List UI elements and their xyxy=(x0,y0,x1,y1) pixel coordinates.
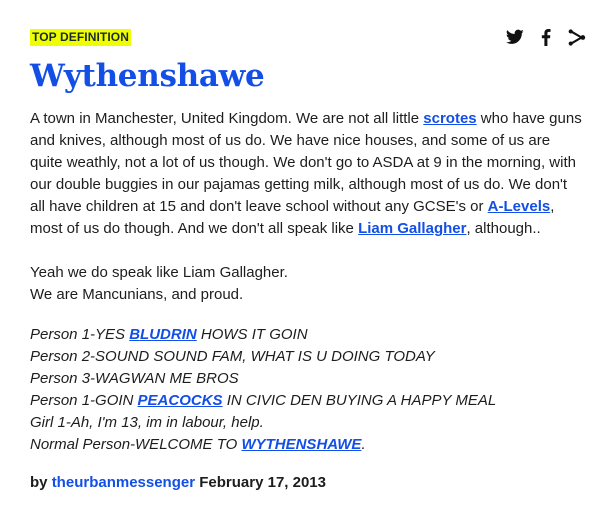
example-line xyxy=(30,412,590,434)
text-segment: A town in Manchester, United Kingdom. We are not all little xyxy=(30,110,424,127)
byline-prefix: by xyxy=(30,474,48,491)
word-title[interactable]: Wythenshawe xyxy=(30,58,265,94)
byline xyxy=(30,473,590,493)
term-link[interactable]: Liam Gallagher xyxy=(358,220,467,237)
text-segment: , although.. xyxy=(466,220,541,237)
text-segment: HOWS IT GOIN xyxy=(196,326,308,343)
example-line xyxy=(30,324,590,346)
author-link[interactable]: theurbanmessenger xyxy=(51,474,196,491)
term-link[interactable]: BLUDRIN xyxy=(129,326,197,343)
post-date: February 17, 2013 xyxy=(199,474,326,491)
meaning-line: We are Mancunians, and proud. xyxy=(30,286,244,303)
meaning-line: Yeah we do speak like Liam Gallagher. xyxy=(30,264,288,281)
example-line xyxy=(30,368,590,390)
definition-example xyxy=(30,324,590,456)
example-line xyxy=(30,434,590,456)
top-definition-badge: TOP DEFINITION xyxy=(32,30,129,44)
text-segment: Person 1-GOIN xyxy=(30,392,138,409)
text-segment: IN CIVIC DEN BUYING A HAPPY MEAL xyxy=(222,392,497,409)
text-segment: , most of us do though. And we don't all speak like xyxy=(30,198,555,237)
term-link[interactable]: A-Levels xyxy=(487,198,551,215)
definition-meaning xyxy=(30,108,586,306)
meaning-paragraph xyxy=(30,262,586,306)
meaning-paragraph xyxy=(30,108,586,240)
text-segment: Girl 1-Ah, I'm 13, im in labour, help. xyxy=(30,414,264,431)
definition-card xyxy=(30,28,590,493)
text-segment: who have guns and knives, although most of us do. We have nice houses, and some of us are quite weathly, not a lot of us though. We don't go to ASDA at 9 in the morning, with our double buggies in our pajamas getting milk, although most of us do. We don't all have children at 15 and don't leave school without any GCSE's or xyxy=(30,110,582,215)
example-line xyxy=(30,346,590,368)
term-link[interactable]: scrotes xyxy=(423,110,477,127)
text-segment: Person 1-YES xyxy=(30,326,130,343)
text-segment: Normal Person-WELCOME TO xyxy=(30,436,242,453)
text-segment: Person 2-SOUND SOUND FAM, WHAT IS U DOING TODAY xyxy=(30,348,435,365)
example-line xyxy=(30,390,590,412)
term-link[interactable]: PEACOCKS xyxy=(137,392,223,409)
text-segment: Person 3-WAGWAN ME BROS xyxy=(30,370,239,387)
text-segment: . xyxy=(361,436,366,453)
term-link[interactable]: WYTHENSHAWE xyxy=(241,436,362,453)
